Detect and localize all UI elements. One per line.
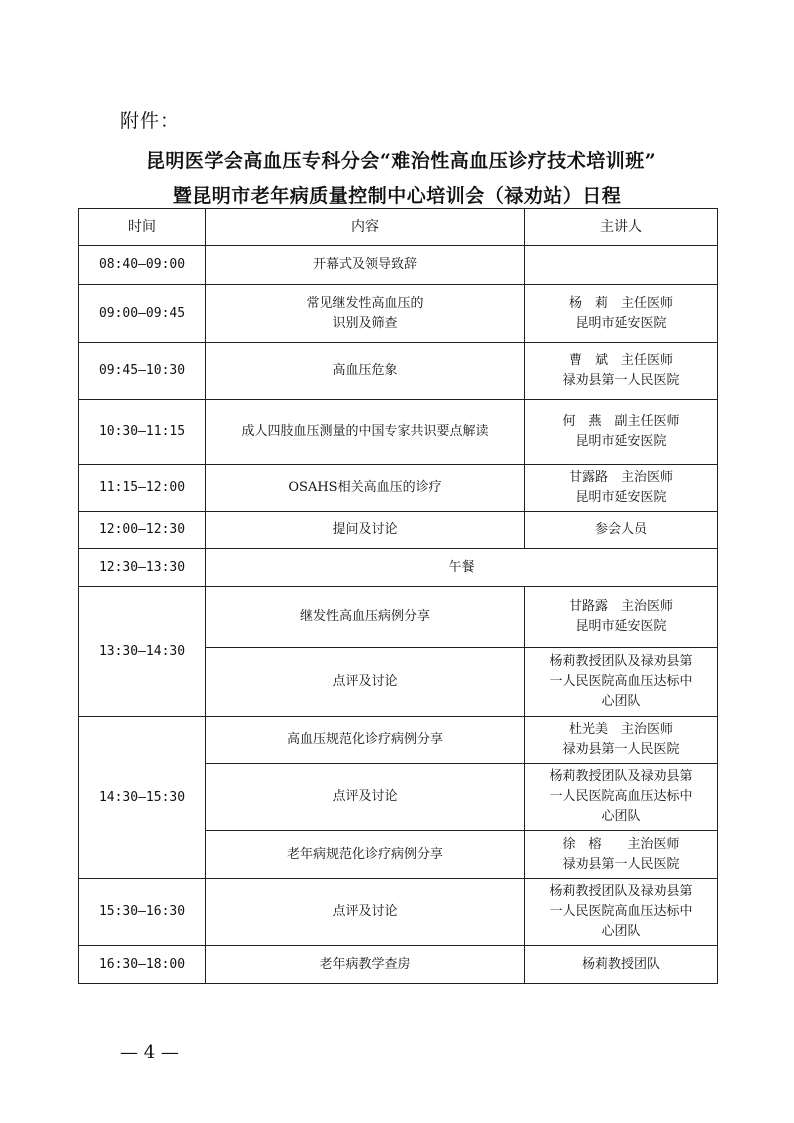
speaker-name: 曹 斌 主任医师 [568,353,673,368]
content-text: 点评及讨论 [332,674,398,689]
attachment-label: 附件： [120,110,181,132]
speaker-affiliation: 禄劝县第一人民医院 [562,856,680,872]
content-text: 开幕式及领导致辞 [312,257,417,272]
document-title-line1: 昆明医学会高血压专科分会“难治性高血压诊疗技术培训班” [145,150,657,172]
speaker-cell [525,343,718,400]
time-cell: 12:00—12:30 [79,512,206,549]
page-number: — 4 — [120,1042,179,1063]
speaker-name: 杨 莉 主任医师 [568,295,673,311]
content-text: 提问及讨论 [332,522,398,537]
content-text: 点评及讨论 [332,789,398,804]
content-text: 老年病教学查房 [319,956,411,972]
time-cell: 16:30—18:00 [79,946,206,984]
schedule-table [78,208,718,984]
table-row [79,343,718,400]
speaker-text: 心团队 [601,924,641,939]
content-text: 常见继发性高血压的 [306,295,424,311]
content-cell [206,587,525,648]
table-row [79,587,718,648]
time-cell: 08:40—09:00 [79,246,206,285]
content-text: 老年病规范化诊疗病例分享 [286,846,443,862]
speaker-name: 何 燕 副主任医师 [562,414,680,429]
content-cell [206,549,718,587]
speaker-text: 杨莉教授团队及禄劝县第 [549,769,693,784]
document-title-line2: 暨昆明市老年病质量控制中心培训会（禄劝站）日程 [172,185,622,207]
speaker-name: 徐 榕 主治医师 [562,836,680,852]
table-row [79,879,718,946]
table-row [79,717,718,764]
table-row [79,246,718,285]
speaker-name: 甘路露 主治医师 [568,599,673,614]
speaker-affiliation: 禄劝县第一人民医院 [562,373,680,388]
content-cell [206,879,525,946]
table-row [79,549,718,587]
content-cell [206,764,525,831]
content-cell [206,946,525,984]
speaker-text: 一人民医院高血压达标中 [549,904,693,919]
speaker-affiliation: 昆明市延安医院 [575,619,667,634]
speaker-affiliation: 昆明市延安医院 [575,434,667,449]
table-header-row [79,209,718,246]
time-cell: 09:00—09:45 [79,285,206,343]
header-time: 时间 [79,209,206,246]
speaker-cell [525,717,718,764]
speaker-affiliation: 昆明市延安医院 [575,490,667,505]
time-cell: 13:30—14:30 [79,587,206,717]
table-row [79,946,718,984]
content-cell [206,285,525,343]
content-cell [206,246,525,285]
time-cell: 10:30—11:15 [79,400,206,465]
content-cell [206,465,525,512]
content-text: 继发性高血压病例分享 [299,609,430,624]
speaker-name: 杨莉教授团队 [581,956,660,972]
content-cell [206,717,525,764]
speaker-cell [525,879,718,946]
content-text: 成人四肢血压测量的中国专家共识要点解读 [241,424,489,439]
speaker-cell [525,946,718,984]
speaker-text: 杨莉教授团队及禄劝县第 [549,654,693,669]
speaker-cell [525,246,718,285]
content-cell [206,400,525,465]
speaker-cell [525,764,718,831]
table-row [79,400,718,465]
content-text: OSAHS相关高血压的诊疗 [288,480,442,495]
content-text: 识别及筛查 [332,315,398,331]
time-cell: 12:30—13:30 [79,549,206,587]
speaker-cell [525,512,718,549]
speaker-text: 杨莉教授团队及禄劝县第 [549,884,693,899]
table-row [79,512,718,549]
time-cell: 15:30—16:30 [79,879,206,946]
content-text: 点评及讨论 [332,904,398,919]
speaker-cell [525,285,718,343]
speaker-cell [525,400,718,465]
content-text: 高血压危象 [332,363,398,378]
speaker-cell [525,831,718,879]
header-content: 内容 [206,209,525,246]
header-speaker: 主讲人 [525,209,718,246]
speaker-text: 一人民医院高血压达标中 [549,789,693,804]
content-text: 高血压规范化诊疗病例分享 [286,732,443,747]
speaker-name: 甘露路 主治医师 [568,470,673,485]
table-row [79,465,718,512]
content-cell [206,343,525,400]
content-cell [206,831,525,879]
content-cell [206,512,525,549]
speaker-text: 心团队 [601,809,641,824]
speaker-text: 一人民医院高血压达标中 [549,674,693,689]
content-cell [206,648,525,717]
speaker-affiliation: 昆明市延安医院 [575,315,667,331]
time-cell: 11:15—12:00 [79,465,206,512]
speaker-name: 参会人员 [594,522,647,537]
speaker-cell [525,648,718,717]
content-text: 午餐 [448,559,475,575]
speaker-cell [525,465,718,512]
speaker-name: 杜光美 主治医师 [568,722,673,737]
speaker-cell [525,587,718,648]
table-row [79,285,718,343]
time-cell: 09:45—10:30 [79,343,206,400]
speaker-text: 心团队 [601,694,641,709]
speaker-affiliation: 禄劝县第一人民医院 [562,742,680,757]
time-cell: 14:30—15:30 [79,717,206,879]
